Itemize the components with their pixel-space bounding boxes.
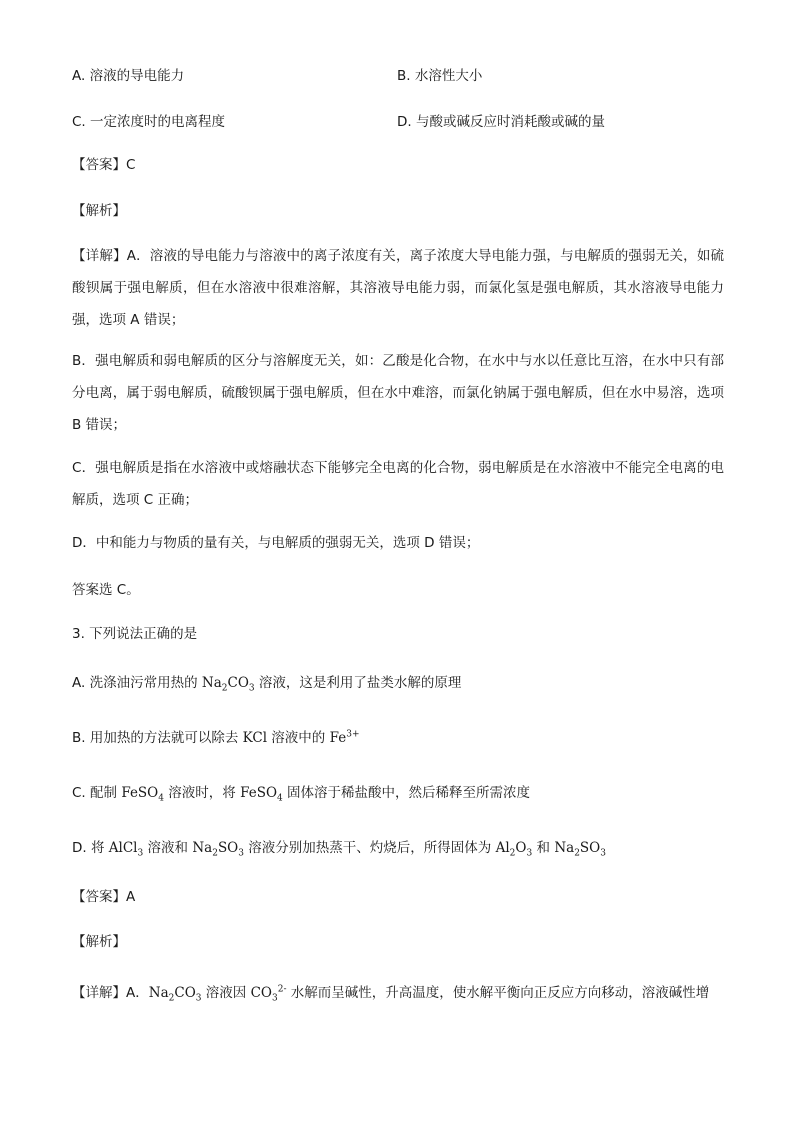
formula-na2so3-2: $Na_2SO_3$ [554,840,606,859]
q3-analysis-label: 【解析】 [72,934,126,950]
q3-option-a [72,673,461,693]
formula-feso4: FeSO$_4$ [121,785,164,804]
formula-feso4-2: FeSO$_4$ [240,785,283,804]
q3-option-c [72,783,530,803]
q2-detail-c: C．强电解质是指在水溶液中或熔融状态下能够完全电离的化合物，弱电解质是在水溶液中不能完全电离的电解质，选项 C 正确； [72,460,724,508]
formula-alcl3: AlCl$_3$ [108,840,144,859]
q3-option-b [72,728,360,748]
q2-option-b: B. 水溶性大小 [397,68,483,84]
q3-detail-text-1: 【详解】A． [72,985,149,1001]
q3-answer: 【答案】A [72,889,136,905]
formula-al2o3: $Al_2O_3$ [495,840,533,859]
q2-detail-a: 【详解】A．溶液的导电能力与溶液中的离子浓度有关，离子浓度大导电能力强，与电解质的强弱无关，如硫酸钡属于强电解质，但在水溶液中很难溶解，其溶液导电能力弱，而氯化氢是强电解质，其水溶液导电能力强，选项 A 错误； [72,248,724,328]
q3-option-d-text-2: 溶液和 [143,840,193,856]
q3-detail-text-2: 溶液因 [201,985,251,1001]
q3-option-d-text-4: 和 [532,840,555,856]
q3-option-a-text-2: 溶液，这是利用了盐类水解的原理 [254,675,462,691]
formula-kcl: KCl [242,730,268,746]
q3-option-b-text-1: B. 用加热的方法就可以除去 [72,730,243,746]
q2-option-a: A. 溶液的导电能力 [72,68,185,84]
q3-option-a-text-1: A. 洗涤油污常用热的 [72,675,202,691]
q3-stem: 3. 下列说法正确的是 [72,626,198,642]
q3-option-b-text-2: 溶液中的 [267,730,330,746]
formula-na2co3: $Na_2CO_3$ [201,675,255,694]
formula-co3-2minus: $CO_3^{2-}$ [250,984,287,1004]
q2-detail-d: D．中和能力与物质的量有关，与电解质的强弱无关，选项 D 错误； [72,535,480,551]
q2-conclusion: 答案选 C。 [72,582,140,598]
q3-option-c-text-1: C. 配制 [72,785,122,801]
q2-option-d: D. 与酸或碱反应时消耗酸或碱的量 [397,114,605,130]
formula-na2so3: $Na_2SO_3$ [192,840,244,859]
q2-detail-b: B．强电解质和弱电解质的区分与溶解度无关，如：乙酸是化合物，在水中与水以任意比互溶，在水中只有部分电离，属于弱电解质，硫酸钡属于强电解质，但在水中难溶，而氯化钠属于强电解质，但在水中易溶，选项 B 错误； [72,353,724,433]
formula-na2co3-detail: $Na_2CO_3$ [148,985,202,1004]
q3-option-d-text-3: 溶液分别加热蒸干、灼烧后，所得固体为 [244,840,496,856]
q3-option-d [72,838,606,858]
q2-answer: 【答案】C [72,157,136,173]
q3-option-c-text-3: 固体溶于稀盐酸中，然后稀释至所需浓度 [282,785,531,801]
q3-detail-a [72,983,709,1003]
formula-fe3plus: $Fe^{3+}$ [329,729,360,746]
q3-detail-text-3: 水解而呈碱性，升高温度，使水解平衡向正反应方向移动，溶液碱性增 [286,985,710,1001]
q2-analysis-label: 【解析】 [72,203,126,219]
q2-option-c: C. 一定浓度时的电离程度 [72,114,226,130]
q3-option-c-text-2: 溶液时，将 [163,785,241,801]
q3-option-d-text-1: D. 将 [72,840,109,856]
